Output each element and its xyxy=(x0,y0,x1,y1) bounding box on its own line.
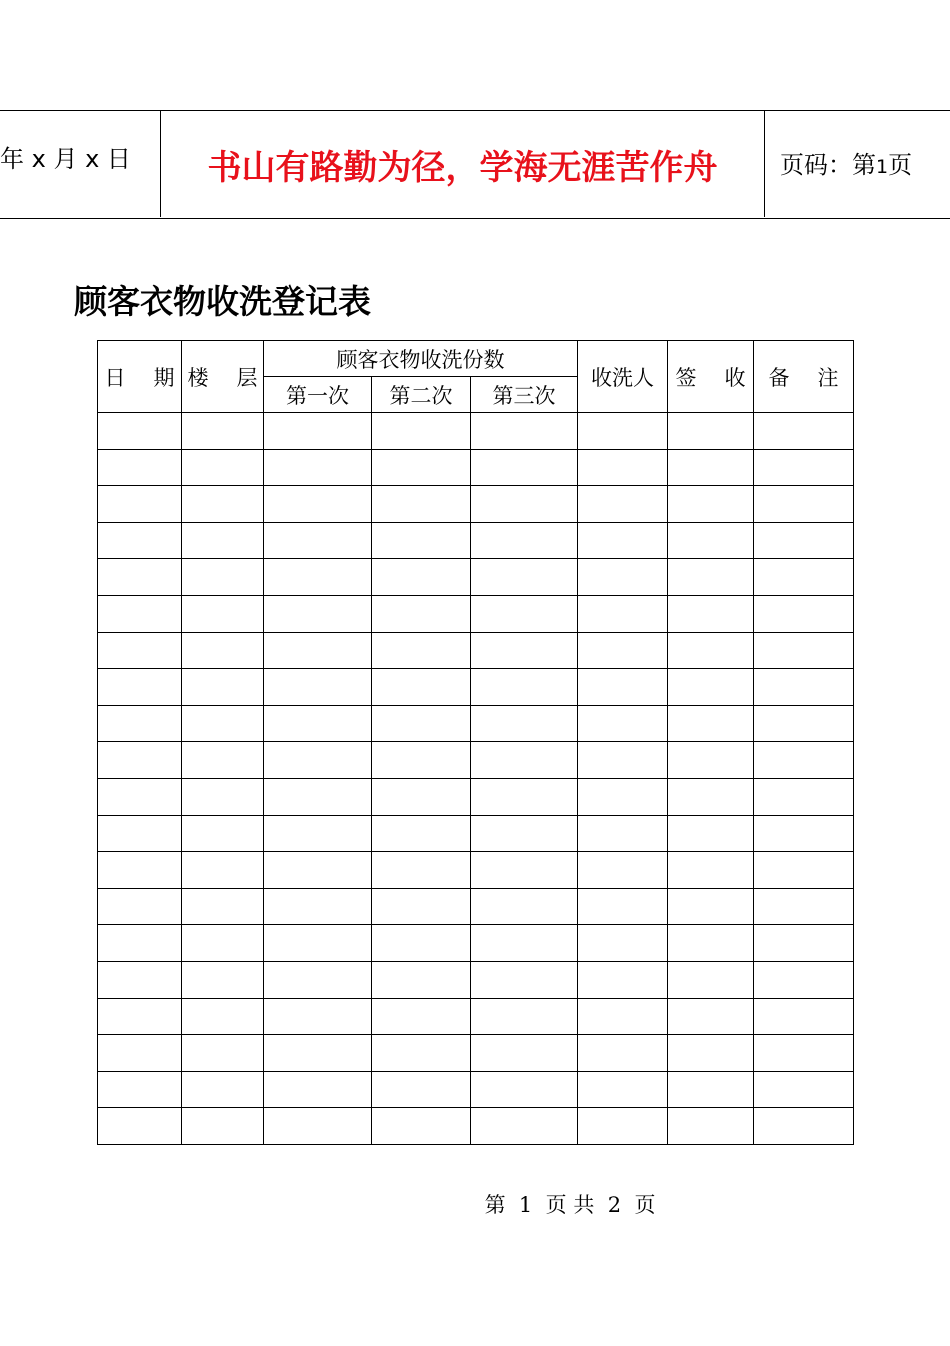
table-cell[interactable] xyxy=(754,705,854,742)
table-cell[interactable] xyxy=(668,961,754,998)
table-cell[interactable] xyxy=(754,632,854,669)
column-header-date xyxy=(98,341,182,413)
table-cell[interactable] xyxy=(754,522,854,559)
table-cell[interactable] xyxy=(98,998,182,1035)
table-cell[interactable] xyxy=(182,1108,264,1145)
table-cell[interactable] xyxy=(372,705,471,742)
table-cell[interactable] xyxy=(182,1071,264,1108)
table-row xyxy=(98,815,854,852)
table-cell[interactable] xyxy=(668,925,754,962)
table-cell[interactable] xyxy=(182,778,264,815)
table-cell[interactable] xyxy=(182,1035,264,1072)
table-cell[interactable] xyxy=(754,669,854,706)
table-cell[interactable] xyxy=(372,888,471,925)
table-cell[interactable] xyxy=(372,925,471,962)
table-cell[interactable] xyxy=(264,852,372,889)
table-cell[interactable] xyxy=(471,449,578,486)
table-cell[interactable] xyxy=(668,778,754,815)
table-cell[interactable] xyxy=(668,888,754,925)
table-row xyxy=(98,632,854,669)
table-cell[interactable] xyxy=(578,925,668,962)
table-cell[interactable] xyxy=(471,925,578,962)
table-cell[interactable] xyxy=(182,486,264,523)
table-cell[interactable] xyxy=(471,778,578,815)
table-cell[interactable] xyxy=(471,632,578,669)
table-cell[interactable] xyxy=(182,413,264,450)
table-cell[interactable] xyxy=(668,632,754,669)
table-cell[interactable] xyxy=(98,852,182,889)
table-cell[interactable] xyxy=(471,595,578,632)
table-row xyxy=(98,888,854,925)
table-cell[interactable] xyxy=(264,961,372,998)
column-header-floor-part-1: 楼 xyxy=(187,365,209,390)
table-cell[interactable] xyxy=(471,961,578,998)
table-cell[interactable] xyxy=(372,815,471,852)
table-cell[interactable] xyxy=(578,778,668,815)
table-cell[interactable] xyxy=(98,669,182,706)
table-cell[interactable] xyxy=(372,449,471,486)
table-cell[interactable] xyxy=(471,486,578,523)
table-cell[interactable] xyxy=(182,559,264,596)
table-cell[interactable] xyxy=(98,742,182,779)
table-row xyxy=(98,961,854,998)
header-banner xyxy=(0,110,950,219)
table-cell[interactable] xyxy=(264,486,372,523)
table-cell[interactable] xyxy=(264,449,372,486)
header-page-indicator xyxy=(765,111,950,217)
column-header-sign-part-1: 签 xyxy=(675,365,697,390)
table-cell[interactable] xyxy=(471,522,578,559)
table-cell[interactable] xyxy=(182,705,264,742)
table-cell[interactable] xyxy=(182,449,264,486)
table-cell[interactable] xyxy=(578,961,668,998)
column-header-first: 第一次 xyxy=(264,377,372,413)
table-cell[interactable] xyxy=(372,961,471,998)
table-cell[interactable] xyxy=(754,815,854,852)
table-cell[interactable] xyxy=(471,1108,578,1145)
table-cell[interactable] xyxy=(372,852,471,889)
table-cell[interactable] xyxy=(754,888,854,925)
table-cell[interactable] xyxy=(578,632,668,669)
table-cell[interactable] xyxy=(754,486,854,523)
table-cell[interactable] xyxy=(471,852,578,889)
table-cell[interactable] xyxy=(668,1035,754,1072)
header-motto: 书山有路勤为径，学海无涯苦作舟 xyxy=(161,111,765,217)
column-header-remark xyxy=(754,341,854,413)
table-cell[interactable] xyxy=(182,742,264,779)
table-row xyxy=(98,998,854,1035)
table-cell[interactable] xyxy=(182,888,264,925)
table-cell[interactable] xyxy=(98,632,182,669)
header-date: 年 x 月 x 日 xyxy=(0,111,161,217)
table-cell[interactable] xyxy=(754,742,854,779)
table-cell[interactable] xyxy=(668,815,754,852)
footer-page-number xyxy=(0,1190,950,1220)
table-cell[interactable] xyxy=(471,705,578,742)
table-cell[interactable] xyxy=(668,742,754,779)
table-cell[interactable] xyxy=(182,925,264,962)
table-cell[interactable] xyxy=(98,449,182,486)
table-cell[interactable] xyxy=(754,1035,854,1072)
table-row xyxy=(98,595,854,632)
table-cell[interactable] xyxy=(754,413,854,450)
table-cell[interactable] xyxy=(372,559,471,596)
table-cell[interactable] xyxy=(578,522,668,559)
footer-suffix: 页 xyxy=(634,1193,656,1217)
table-cell[interactable] xyxy=(98,1035,182,1072)
column-header-floor-part-2: 层 xyxy=(236,365,258,390)
laundry-register-table xyxy=(97,340,854,1145)
table-cell[interactable] xyxy=(578,1071,668,1108)
table-cell[interactable] xyxy=(754,1108,854,1145)
table-cell[interactable] xyxy=(372,1035,471,1072)
table-cell[interactable] xyxy=(668,449,754,486)
table-cell[interactable] xyxy=(264,595,372,632)
column-header-collector: 收洗人 xyxy=(578,341,668,413)
table-body xyxy=(98,413,854,1145)
column-header-sign xyxy=(668,341,754,413)
table-cell[interactable] xyxy=(182,998,264,1035)
table-cell[interactable] xyxy=(182,852,264,889)
table-row xyxy=(98,559,854,596)
table-cell[interactable] xyxy=(98,815,182,852)
table-cell[interactable] xyxy=(578,742,668,779)
table-cell[interactable] xyxy=(372,669,471,706)
column-header-date-part-2: 期 xyxy=(153,365,175,390)
table-row xyxy=(98,669,854,706)
table-cell[interactable] xyxy=(264,413,372,450)
footer-current-page: 1 xyxy=(518,1193,533,1217)
table-cell[interactable] xyxy=(668,522,754,559)
table-cell[interactable] xyxy=(264,1035,372,1072)
table-row xyxy=(98,486,854,523)
table-cell[interactable] xyxy=(182,961,264,998)
table-row xyxy=(98,1108,854,1145)
table-cell[interactable] xyxy=(182,632,264,669)
document-title: 顾客衣物收洗登记表 xyxy=(74,282,371,321)
table-cell[interactable] xyxy=(578,559,668,596)
table-row xyxy=(98,1071,854,1108)
table-cell[interactable] xyxy=(754,559,854,596)
table-cell[interactable] xyxy=(98,595,182,632)
table-cell[interactable] xyxy=(668,559,754,596)
table-cell[interactable] xyxy=(264,815,372,852)
table-cell[interactable] xyxy=(372,595,471,632)
table-cell[interactable] xyxy=(471,998,578,1035)
table-cell[interactable] xyxy=(754,961,854,998)
footer-prefix: 第 xyxy=(484,1193,506,1217)
table-cell[interactable] xyxy=(264,1108,372,1145)
table-cell[interactable] xyxy=(578,1108,668,1145)
table-cell[interactable] xyxy=(668,998,754,1035)
table-cell[interactable] xyxy=(264,705,372,742)
table-cell[interactable] xyxy=(182,815,264,852)
column-header-remark-part-2: 注 xyxy=(817,365,839,390)
table-row xyxy=(98,522,854,559)
table-cell[interactable] xyxy=(578,449,668,486)
table-cell[interactable] xyxy=(182,522,264,559)
table-row xyxy=(98,778,854,815)
table-cell[interactable] xyxy=(754,778,854,815)
table-cell[interactable] xyxy=(471,1035,578,1072)
column-header-third: 第三次 xyxy=(471,377,578,413)
table-cell[interactable] xyxy=(264,778,372,815)
table-cell[interactable] xyxy=(182,595,264,632)
table-cell[interactable] xyxy=(372,522,471,559)
table-cell[interactable] xyxy=(668,852,754,889)
table-cell[interactable] xyxy=(264,1071,372,1108)
table-cell[interactable] xyxy=(578,852,668,889)
table-cell[interactable] xyxy=(578,888,668,925)
table-cell[interactable] xyxy=(668,1071,754,1108)
table-cell[interactable] xyxy=(98,888,182,925)
column-header-second: 第二次 xyxy=(372,377,471,413)
table-row xyxy=(98,1035,854,1072)
table-cell[interactable] xyxy=(578,815,668,852)
table-cell[interactable] xyxy=(754,852,854,889)
table-row xyxy=(98,852,854,889)
table-cell[interactable] xyxy=(754,595,854,632)
table-cell[interactable] xyxy=(98,1071,182,1108)
table-cell[interactable] xyxy=(372,1108,471,1145)
table-cell[interactable] xyxy=(182,669,264,706)
table-cell[interactable] xyxy=(471,1071,578,1108)
table-cell[interactable] xyxy=(264,632,372,669)
table-cell[interactable] xyxy=(264,522,372,559)
table-cell[interactable] xyxy=(98,559,182,596)
table-cell[interactable] xyxy=(578,669,668,706)
table-cell[interactable] xyxy=(471,888,578,925)
table-cell[interactable] xyxy=(668,705,754,742)
table-cell[interactable] xyxy=(471,413,578,450)
column-header-floor xyxy=(182,341,264,413)
table-cell[interactable] xyxy=(98,778,182,815)
table-cell[interactable] xyxy=(98,1108,182,1145)
table-cell[interactable] xyxy=(668,1108,754,1145)
column-header-remark-part-1: 备 xyxy=(768,365,790,390)
table-cell[interactable] xyxy=(98,705,182,742)
table-cell[interactable] xyxy=(668,595,754,632)
table-row xyxy=(98,742,854,779)
table-cell[interactable] xyxy=(754,449,854,486)
table-cell[interactable] xyxy=(754,1071,854,1108)
header-page-number: 1 xyxy=(876,156,889,178)
table-cell[interactable] xyxy=(98,486,182,523)
table-cell[interactable] xyxy=(471,815,578,852)
table-cell[interactable] xyxy=(471,669,578,706)
header-page-label: 页码：第 xyxy=(780,151,876,179)
table-cell[interactable] xyxy=(98,522,182,559)
table-cell[interactable] xyxy=(578,705,668,742)
table-row xyxy=(98,925,854,962)
header-page-suffix: 页 xyxy=(888,151,913,179)
table-cell[interactable] xyxy=(578,595,668,632)
column-header-sign-part-2: 收 xyxy=(724,365,746,390)
table-cell[interactable] xyxy=(264,888,372,925)
table-row xyxy=(98,413,854,450)
footer-total-pages: 2 xyxy=(607,1193,622,1217)
table-cell[interactable] xyxy=(372,486,471,523)
column-header-count-group: 顾客衣物收洗份数 xyxy=(264,341,578,377)
table-row xyxy=(98,449,854,486)
table-cell[interactable] xyxy=(668,413,754,450)
column-header-date-part-1: 日 xyxy=(104,365,126,390)
table-cell[interactable] xyxy=(98,413,182,450)
table-cell[interactable] xyxy=(264,998,372,1035)
table-cell[interactable] xyxy=(372,632,471,669)
table-cell[interactable] xyxy=(372,998,471,1035)
table-cell[interactable] xyxy=(668,669,754,706)
table-cell[interactable] xyxy=(264,669,372,706)
table-cell[interactable] xyxy=(471,559,578,596)
table-cell[interactable] xyxy=(578,413,668,450)
table-row xyxy=(98,705,854,742)
table-cell[interactable] xyxy=(372,742,471,779)
table-cell[interactable] xyxy=(668,486,754,523)
table-cell[interactable] xyxy=(372,413,471,450)
table-cell[interactable] xyxy=(754,998,854,1035)
table-cell[interactable] xyxy=(264,925,372,962)
table-cell[interactable] xyxy=(372,778,471,815)
table-cell[interactable] xyxy=(471,742,578,779)
table-cell[interactable] xyxy=(264,559,372,596)
table-cell[interactable] xyxy=(264,742,372,779)
table-cell[interactable] xyxy=(578,998,668,1035)
footer-middle: 页 共 xyxy=(545,1193,595,1217)
table-cell[interactable] xyxy=(372,1071,471,1108)
table-cell[interactable] xyxy=(754,925,854,962)
table-cell[interactable] xyxy=(98,961,182,998)
table-cell[interactable] xyxy=(578,1035,668,1072)
table-cell[interactable] xyxy=(98,925,182,962)
table-cell[interactable] xyxy=(578,486,668,523)
